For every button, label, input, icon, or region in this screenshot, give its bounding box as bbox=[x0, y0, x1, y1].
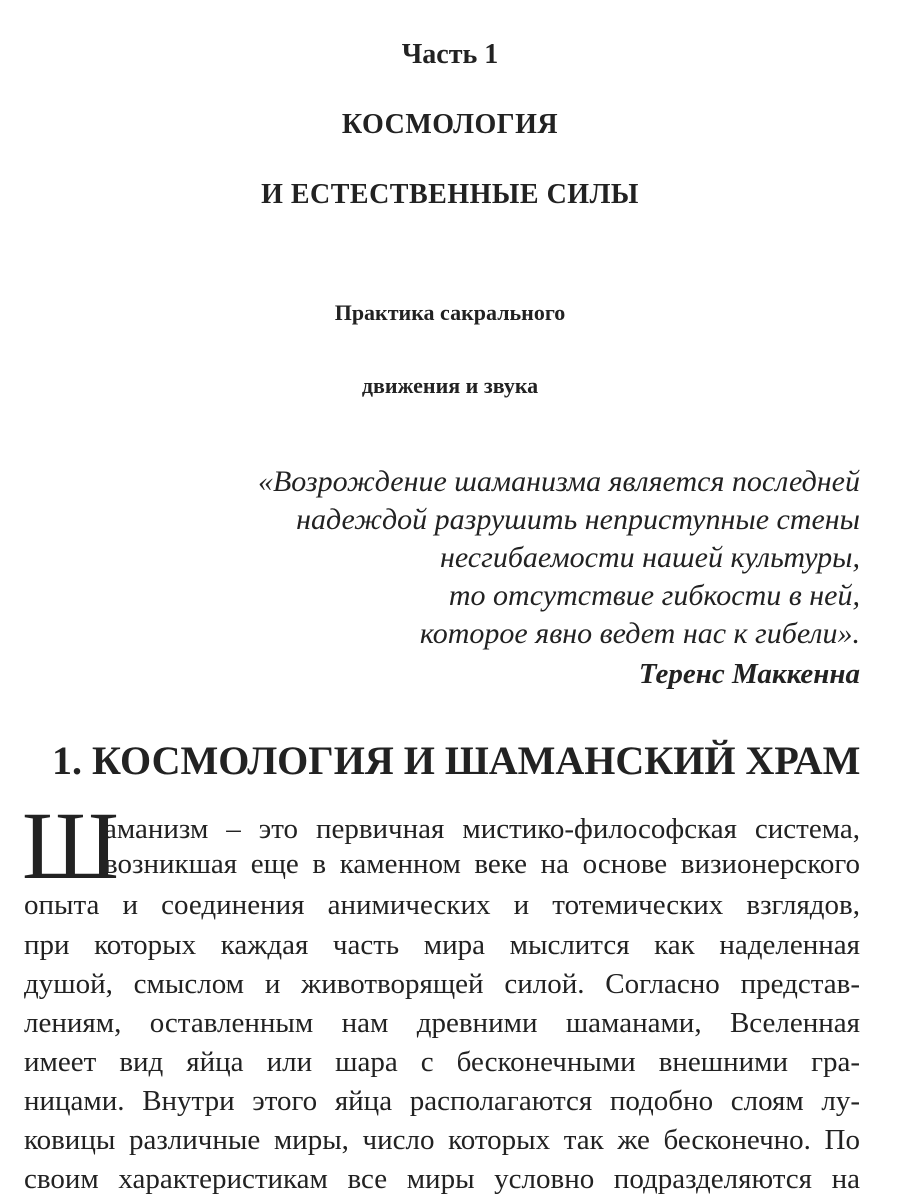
body-line: возникшая еще в каменном веке на основе визионерского bbox=[104, 848, 860, 880]
body-line: ницами. Внутри этого яйца располагаются подобно слоям лу- bbox=[24, 1085, 860, 1117]
body-line: душой, смыслом и животворящей силой. Согласно представ- bbox=[24, 968, 860, 1000]
epigraph-line: «Возрождение шаманизма является последней bbox=[257, 465, 860, 498]
epigraph-line: надеждой разрушить неприступные стены bbox=[296, 503, 860, 536]
chapter-subtitle-line-2: движения и звука bbox=[361, 373, 539, 398]
part-label: Часть 1 bbox=[401, 39, 499, 70]
epigraph-line: то отсутствие гибкости в ней, bbox=[448, 579, 860, 612]
part-title-line-1: КОСМОЛОГИЯ bbox=[341, 109, 559, 140]
chapter-subtitle-line-1: Практика сакрального bbox=[334, 300, 566, 325]
epigraph-line: несгибаемости нашей культуры, bbox=[440, 541, 860, 574]
body-line: лениям, оставленным нам древними шаманами, Вселенная bbox=[24, 1007, 860, 1039]
body-line: ковицы различные миры, число которых так же бесконечно. По bbox=[24, 1124, 860, 1156]
part-title-line-2: И ЕСТЕСТВЕННЫЕ СИЛЫ bbox=[261, 179, 639, 210]
epigraph-line: которое явно ведет нас к гибели». bbox=[419, 617, 860, 650]
body-line: при которых каждая часть мира мыслится как наделенная bbox=[24, 929, 860, 961]
body-line: аманизм – это первичная мистико-философская система, bbox=[104, 813, 860, 845]
body-line: опыта и соединения анимических и тотемических взглядов, bbox=[24, 889, 860, 921]
epigraph-author: Теренс Маккенна bbox=[638, 658, 860, 690]
body-line: своим характеристикам все миры условно подразделяются на bbox=[24, 1163, 860, 1195]
section-heading: 1. КОСМОЛОГИЯ И ШАМАНСКИЙ ХРАМ bbox=[52, 738, 861, 783]
body-line: имеет вид яйца или шара с бесконечными внешними гра- bbox=[24, 1046, 860, 1078]
drop-cap: Ш bbox=[22, 792, 119, 899]
